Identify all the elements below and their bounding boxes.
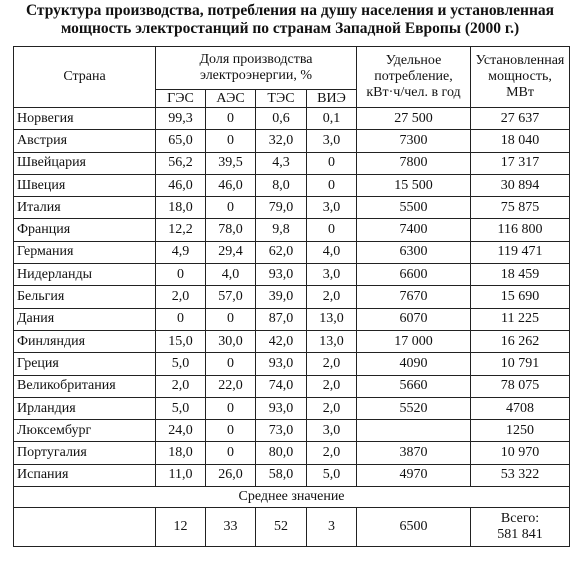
capacity-cell: 10 970 (471, 442, 570, 464)
thermal-cell: 0,6 (256, 108, 307, 130)
hydro-cell: 65,0 (156, 130, 206, 152)
thermal-cell: 87,0 (256, 308, 307, 330)
table-row (14, 330, 570, 352)
hydro-cell: 56,2 (156, 152, 206, 174)
capacity-cell: 16 262 (471, 330, 570, 352)
country-cell: Нидерланды (14, 264, 156, 286)
renewable-cell: 0 (307, 152, 357, 174)
capacity-cell: 30 894 (471, 174, 570, 196)
capacity-cell: 78 075 (471, 375, 570, 397)
nuclear-cell: 0 (206, 308, 256, 330)
thermal-cell: 73,0 (256, 420, 307, 442)
country-cell: Дания (14, 308, 156, 330)
renewable-cell: 3,0 (307, 130, 357, 152)
consumption-cell: 5660 (357, 375, 471, 397)
nuclear-cell: 78,0 (206, 219, 256, 241)
nuclear-cell: 0 (206, 197, 256, 219)
renewable-cell: 3,0 (307, 420, 357, 442)
table-row (14, 130, 570, 152)
consumption-cell: 5520 (357, 397, 471, 419)
header-country: Страна (14, 47, 156, 108)
nuclear-cell: 22,0 (206, 375, 256, 397)
hydro-cell: 24,0 (156, 420, 206, 442)
nuclear-cell: 39,5 (206, 152, 256, 174)
thermal-cell: 58,0 (256, 464, 307, 486)
country-cell: Португалия (14, 442, 156, 464)
country-cell: Норвегия (14, 108, 156, 130)
nuclear-cell: 46,0 (206, 174, 256, 196)
thermal-cell: 80,0 (256, 442, 307, 464)
header-renewable: ВИЭ (307, 90, 357, 108)
table-title (0, 2, 580, 38)
country-cell: Франция (14, 219, 156, 241)
capacity-cell: 10 791 (471, 353, 570, 375)
renewable-cell: 13,0 (307, 308, 357, 330)
renewable-cell: 2,0 (307, 442, 357, 464)
table-row (14, 264, 570, 286)
table-row (14, 464, 570, 486)
hydro-cell: 18,0 (156, 197, 206, 219)
header-consumption: Удельное потребление, кВт·ч/чел. в год (357, 47, 471, 108)
thermal-cell: 93,0 (256, 264, 307, 286)
hydro-cell: 5,0 (156, 397, 206, 419)
renewable-cell: 0 (307, 219, 357, 241)
thermal-cell: 39,0 (256, 286, 307, 308)
consumption-cell: 17 000 (357, 330, 471, 352)
nuclear-cell: 0 (206, 130, 256, 152)
capacity-cell: 11 225 (471, 308, 570, 330)
total-label: Всего: (500, 511, 540, 527)
renewable-cell: 2,0 (307, 353, 357, 375)
header-share: Доля производства электроэнергии, % (156, 47, 357, 90)
consumption-cell: 27 500 (357, 108, 471, 130)
average-renewable: 3 (307, 508, 357, 547)
table-row (14, 108, 570, 130)
hydro-cell: 5,0 (156, 353, 206, 375)
consumption-cell: 3870 (357, 442, 471, 464)
thermal-cell: 9,8 (256, 219, 307, 241)
renewable-cell: 2,0 (307, 375, 357, 397)
consumption-cell: 4970 (357, 464, 471, 486)
renewable-cell: 3,0 (307, 197, 357, 219)
title-line-1: Структура производства, потребления на душу населения и установленная (25, 2, 555, 19)
data-table (13, 46, 570, 547)
country-cell: Швеция (14, 174, 156, 196)
nuclear-cell: 57,0 (206, 286, 256, 308)
country-cell: Австрия (14, 130, 156, 152)
nuclear-cell: 0 (206, 108, 256, 130)
table-row (14, 308, 570, 330)
thermal-cell: 42,0 (256, 330, 307, 352)
capacity-cell: 18 040 (471, 130, 570, 152)
table-row (14, 286, 570, 308)
consumption-cell: 6300 (357, 241, 471, 263)
header-thermal: ТЭС (256, 90, 307, 108)
average-capacity-total (471, 508, 570, 547)
hydro-cell: 18,0 (156, 442, 206, 464)
country-cell: Италия (14, 197, 156, 219)
thermal-cell: 8,0 (256, 174, 307, 196)
table-body (14, 108, 570, 487)
country-cell: Великобритания (14, 375, 156, 397)
table-row (14, 152, 570, 174)
capacity-cell: 15 690 (471, 286, 570, 308)
consumption-cell: 6600 (357, 264, 471, 286)
renewable-cell: 2,0 (307, 397, 357, 419)
country-cell: Испания (14, 464, 156, 486)
hydro-cell: 11,0 (156, 464, 206, 486)
country-cell: Греция (14, 353, 156, 375)
consumption-cell: 6070 (357, 308, 471, 330)
table-row (14, 174, 570, 196)
renewable-cell: 4,0 (307, 241, 357, 263)
nuclear-cell: 0 (206, 442, 256, 464)
renewable-cell: 3,0 (307, 264, 357, 286)
capacity-cell: 4708 (471, 397, 570, 419)
consumption-cell: 7400 (357, 219, 471, 241)
average-caption: Среднее значение (14, 487, 570, 508)
thermal-cell: 93,0 (256, 353, 307, 375)
header-capacity: Установленная мощность, МВт (471, 47, 570, 108)
table-row (14, 397, 570, 419)
average-hydro: 12 (156, 508, 206, 547)
hydro-cell: 2,0 (156, 375, 206, 397)
renewable-cell: 2,0 (307, 286, 357, 308)
renewable-cell: 0 (307, 174, 357, 196)
thermal-cell: 62,0 (256, 241, 307, 263)
hydro-cell: 2,0 (156, 286, 206, 308)
table-row (14, 442, 570, 464)
capacity-cell: 119 471 (471, 241, 570, 263)
hydro-cell: 0 (156, 308, 206, 330)
average-country-cell (14, 508, 156, 547)
consumption-cell: 7670 (357, 286, 471, 308)
consumption-cell: 5500 (357, 197, 471, 219)
country-cell: Финляндия (14, 330, 156, 352)
header-hydro: ГЭС (156, 90, 206, 108)
hydro-cell: 46,0 (156, 174, 206, 196)
thermal-cell: 93,0 (256, 397, 307, 419)
nuclear-cell: 29,4 (206, 241, 256, 263)
average-thermal: 52 (256, 508, 307, 547)
country-cell: Люксембург (14, 420, 156, 442)
consumption-cell (357, 420, 471, 442)
nuclear-cell: 26,0 (206, 464, 256, 486)
capacity-cell: 18 459 (471, 264, 570, 286)
thermal-cell: 32,0 (256, 130, 307, 152)
hydro-cell: 4,9 (156, 241, 206, 263)
capacity-cell: 116 800 (471, 219, 570, 241)
country-cell: Бельгия (14, 286, 156, 308)
table-row (14, 241, 570, 263)
hydro-cell: 99,3 (156, 108, 206, 130)
table-row (14, 197, 570, 219)
nuclear-cell: 0 (206, 353, 256, 375)
average-consumption: 6500 (357, 508, 471, 547)
consumption-cell: 4090 (357, 353, 471, 375)
capacity-cell: 53 322 (471, 464, 570, 486)
hydro-cell: 0 (156, 264, 206, 286)
average-nuclear: 33 (206, 508, 256, 547)
hydro-cell: 15,0 (156, 330, 206, 352)
renewable-cell: 0,1 (307, 108, 357, 130)
consumption-cell: 7800 (357, 152, 471, 174)
table-row (14, 219, 570, 241)
renewable-cell: 5,0 (307, 464, 357, 486)
title-line-2: мощность электростанций по странам Западной Европы (2000 г.) (60, 20, 520, 37)
capacity-cell: 17 317 (471, 152, 570, 174)
country-cell: Швейцария (14, 152, 156, 174)
nuclear-cell: 4,0 (206, 264, 256, 286)
capacity-cell: 1250 (471, 420, 570, 442)
capacity-cell: 27 637 (471, 108, 570, 130)
thermal-cell: 79,0 (256, 197, 307, 219)
nuclear-cell: 0 (206, 420, 256, 442)
thermal-cell: 4,3 (256, 152, 307, 174)
nuclear-cell: 0 (206, 397, 256, 419)
thermal-cell: 74,0 (256, 375, 307, 397)
consumption-cell: 15 500 (357, 174, 471, 196)
table-row (14, 353, 570, 375)
hydro-cell: 12,2 (156, 219, 206, 241)
country-cell: Германия (14, 241, 156, 263)
capacity-cell: 75 875 (471, 197, 570, 219)
nuclear-cell: 30,0 (206, 330, 256, 352)
consumption-cell: 7300 (357, 130, 471, 152)
table-row (14, 420, 570, 442)
table-row (14, 375, 570, 397)
country-cell: Ирландия (14, 397, 156, 419)
header-nuclear: АЭС (206, 90, 256, 108)
total-value: 581 841 (497, 527, 543, 543)
renewable-cell: 13,0 (307, 330, 357, 352)
